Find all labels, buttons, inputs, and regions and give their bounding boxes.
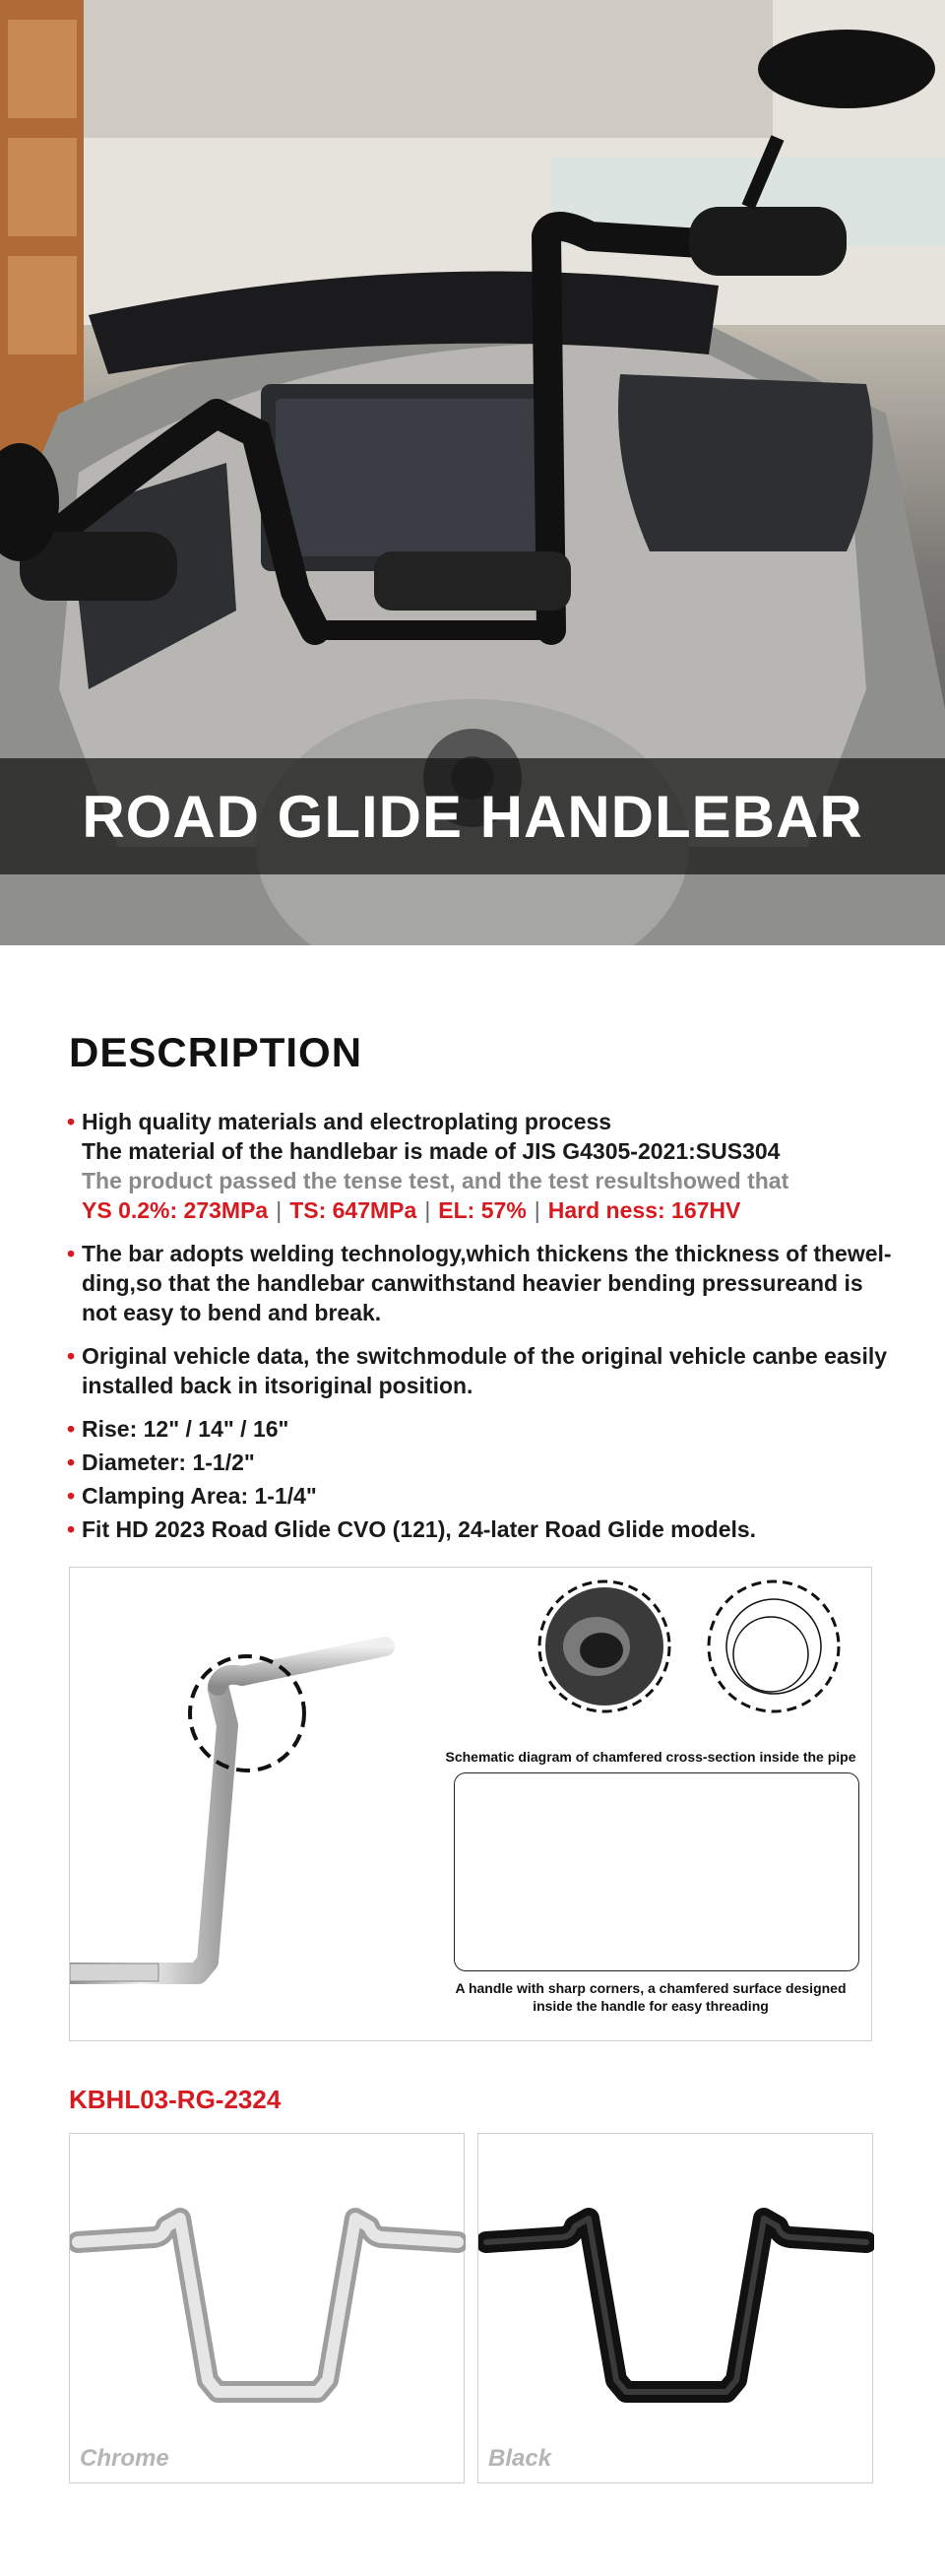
hero-image xyxy=(0,0,945,945)
description-list xyxy=(67,1107,894,1548)
spec-separator: | xyxy=(424,1197,431,1223)
product-code: KBHL03-RG-2324 xyxy=(69,2085,282,2114)
fitment-text: Fit HD 2023 Road Glide CVO (121), 24-later Road Glide models. xyxy=(82,1516,757,1542)
material-text: The material of the handlebar is made of JIS G4305-2021:SUS304 xyxy=(82,1138,781,1164)
bullet-glyph: • xyxy=(67,1416,76,1442)
bullet-glyph: • xyxy=(67,1343,76,1369)
material-title: High quality materials and electroplating process xyxy=(82,1109,612,1134)
variant-chrome-card[interactable] xyxy=(69,2133,465,2483)
clamping-text: Clamping Area: 1-1/4" xyxy=(82,1483,317,1509)
spec-separator: | xyxy=(276,1197,283,1223)
bullet-glyph: • xyxy=(67,1449,76,1475)
black-handlebar-image xyxy=(478,2134,874,2484)
title-banner xyxy=(0,758,945,874)
detail-box xyxy=(454,1772,859,1971)
spec-ts: TS: 647MPa xyxy=(289,1197,417,1223)
bullet-glyph: • xyxy=(67,1483,76,1509)
list-item xyxy=(67,1481,894,1511)
bullet-glyph: • xyxy=(67,1516,76,1542)
bullet-glyph: • xyxy=(67,1241,76,1266)
spec-el: EL: 57% xyxy=(438,1197,527,1223)
hero-title: ROAD GLIDE HANDLEBAR xyxy=(82,783,863,850)
caption-chamfer-line1: A handle with sharp corners, a chamfered surface designed xyxy=(455,1980,847,1996)
chrome-handlebar-image xyxy=(70,2134,466,2484)
spec-hardness: Hard ness: 167HV xyxy=(547,1197,741,1223)
variant-black-card[interactable] xyxy=(477,2133,873,2483)
spec-line xyxy=(82,1195,894,1225)
list-item xyxy=(67,1341,894,1400)
spec-separator: | xyxy=(534,1197,540,1223)
list-item xyxy=(67,1448,894,1477)
vehicle-data-text: Original vehicle data, the switchmodule of the original vehicle canbe easily installed back in itsoriginal position. xyxy=(82,1343,888,1398)
test-text: The product passed the tense test, and the test resultshowed that xyxy=(82,1168,789,1193)
caption-cross-section: Schematic diagram of chamfered cross-section inside the pipe xyxy=(445,1749,856,1765)
variant-label: Black xyxy=(488,2445,552,2472)
rise-text: Rise: 12" / 14" / 16" xyxy=(82,1416,289,1442)
variant-label: Chrome xyxy=(80,2445,169,2472)
list-item xyxy=(67,1107,894,1225)
welding-text: The bar adopts welding technology,which thickens the thickness of thewel-ding,so that the handlebar canwithstand heavier bending pressureand is not easy to bend and break. xyxy=(82,1241,892,1325)
bullet-glyph: • xyxy=(67,1109,76,1134)
list-item xyxy=(67,1239,894,1327)
spec-ys: YS 0.2%: 273MPa xyxy=(82,1197,269,1223)
caption-chamfer xyxy=(444,1979,857,2015)
description-heading: DESCRIPTION xyxy=(69,1029,363,1075)
list-item xyxy=(67,1414,894,1444)
chamfer-diagram xyxy=(69,1567,872,2041)
list-item xyxy=(67,1514,894,1544)
diameter-text: Diameter: 1-1/2" xyxy=(82,1449,255,1475)
caption-chamfer-line2: inside the handle for easy threading xyxy=(533,1998,769,2014)
